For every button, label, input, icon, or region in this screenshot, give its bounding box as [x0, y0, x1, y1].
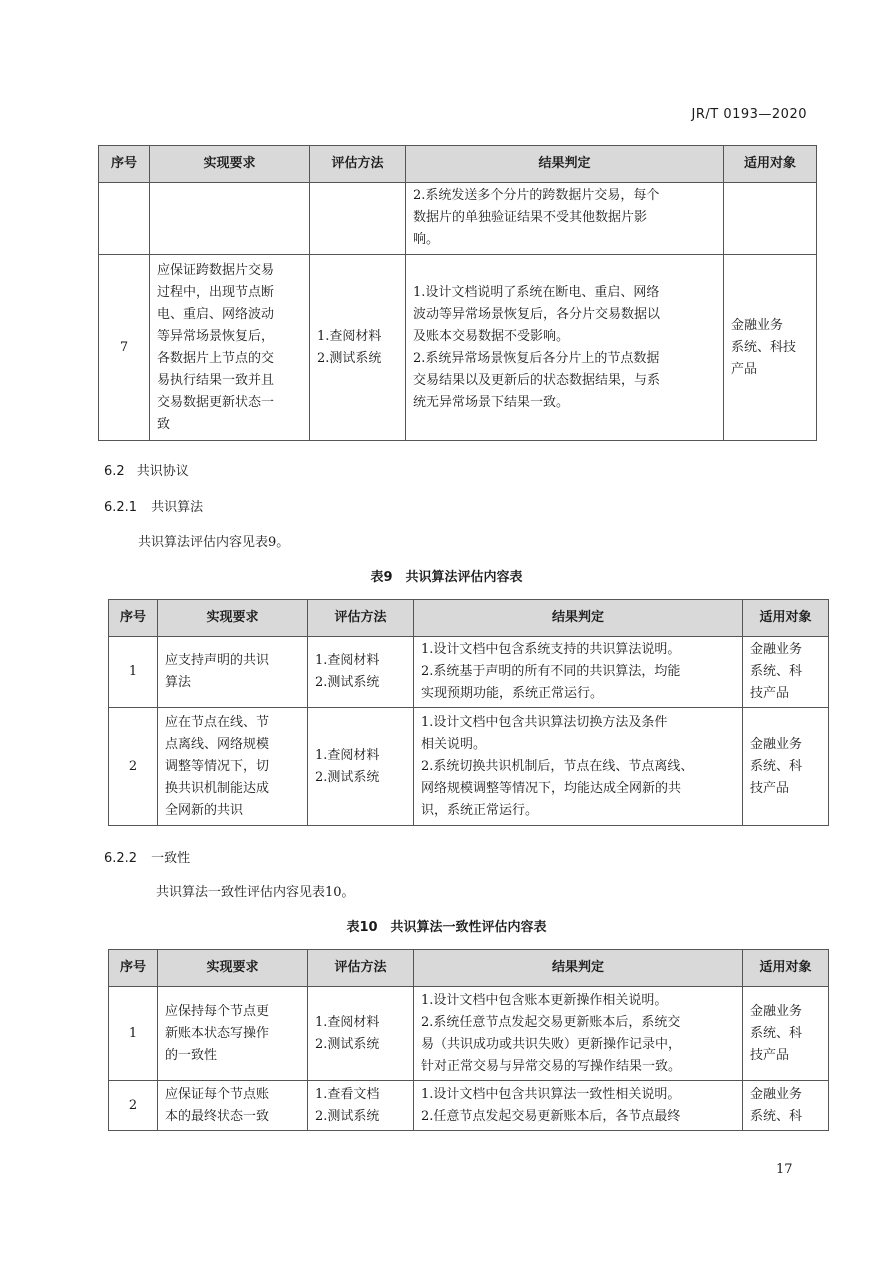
text-line: 1.设计文档中包含系统支持的共识算法说明。: [421, 642, 681, 657]
text-line: 应保证跨数据片交易: [157, 262, 275, 278]
section-number: 6.2.1: [104, 500, 138, 515]
col-header-target: 适用对象: [743, 950, 829, 987]
cell-no: [99, 183, 150, 255]
text-line: 技产品: [750, 686, 790, 701]
col-header-method: 评估方法: [308, 950, 414, 987]
col-header-result: 结果判定: [414, 950, 743, 987]
page-number: 17: [776, 1162, 793, 1177]
text-line: 应保证每个节点账: [165, 1086, 270, 1102]
col-header-no: 序号: [99, 146, 150, 183]
cell-result: [414, 987, 743, 1081]
text-line: 金融业务: [731, 317, 784, 333]
text-line: 1.查看文档: [315, 1086, 380, 1102]
col-header-requirement: 实现要求: [158, 600, 308, 637]
text-line: 点离线、网络规模: [165, 736, 270, 752]
text-line: 1.设计文档中包含账本更新操作相关说明。: [421, 992, 668, 1008]
cell-requirement: [158, 637, 308, 708]
table-row: [109, 1081, 829, 1131]
col-header-no: 序号: [109, 600, 158, 637]
cell-target: [743, 1081, 829, 1131]
text-line: 应在节点在线、节: [165, 714, 270, 730]
text-line: 应保持每个节点更: [165, 1003, 270, 1019]
section-number: 6.2.2: [104, 851, 138, 866]
cell-requirement: [158, 1081, 308, 1131]
text-line: 系统、科技: [731, 339, 797, 355]
text-line: 金融业务: [750, 1086, 803, 1102]
table-caption: 表9 共识算法评估内容表: [370, 570, 523, 585]
text-line: 2.测试系统: [317, 350, 382, 366]
cell-result: [414, 637, 743, 708]
cell-target: [724, 255, 817, 441]
table-9: [108, 599, 829, 826]
text-line: 统无异常场景下结果一致。: [413, 394, 570, 410]
text-line: 致: [157, 416, 171, 432]
text-line: 2.测试系统: [315, 675, 380, 690]
text-line: 金融业务: [750, 642, 803, 657]
text-line: 1.查阅材料: [315, 747, 380, 763]
text-line: 1.设计文档中包含共识算法一致性相关说明。: [421, 1086, 681, 1102]
document-id: JR/T 0193—2020: [691, 107, 807, 122]
text-line: 2.系统基于声明的所有不同的共识算法，均能: [421, 664, 681, 679]
text-line: 应支持声明的共识: [165, 653, 270, 668]
text-line: 系统、科: [750, 1025, 803, 1041]
table-10: [108, 949, 829, 1131]
col-header-result: 结果判定: [414, 600, 743, 637]
text-line: 易（共识成功或共识失败）更新操作记录中，: [421, 1036, 682, 1052]
cell-result: [414, 708, 743, 826]
cell-result: [406, 183, 724, 255]
section-heading-6-2-2: [104, 847, 190, 866]
cell-no: 1: [109, 637, 158, 708]
cell-no: 7: [99, 255, 150, 441]
text-line: 1.设计文档说明了系统在断电、重启、网络: [413, 284, 660, 300]
col-header-method: 评估方法: [308, 600, 414, 637]
table-row: [99, 255, 817, 441]
table-caption: 表10 共识算法一致性评估内容表: [346, 920, 547, 935]
text-line: 系统、科: [750, 1108, 803, 1124]
cell-no: 2: [109, 1081, 158, 1131]
section-title: 共识算法: [151, 500, 204, 515]
text-line: 各数据片上节点的交: [157, 350, 275, 366]
cell-method: [310, 255, 406, 441]
cell-target: [743, 987, 829, 1081]
table-row: [109, 708, 829, 826]
text-line: 交易结果以及更新后的状态数据结果，与系: [413, 372, 661, 388]
text-line: 调整等情况下，切: [165, 758, 270, 774]
text-line: 1.查阅材料: [317, 328, 382, 344]
text-line: 系统、科: [750, 758, 803, 774]
col-header-target: 适用对象: [724, 146, 817, 183]
text-line: 2.系统任意节点发起交易更新账本后，系统交: [421, 1014, 681, 1030]
section-title: 共识协议: [136, 464, 189, 479]
section-title: 一致性: [151, 851, 191, 866]
text-line: 等异常场景恢复后，: [157, 328, 275, 344]
cell-method: [308, 637, 414, 708]
text-line: 金融业务: [750, 736, 803, 752]
text-line: 数据片的单独验证结果不受其他数据片影: [413, 210, 648, 225]
text-line: 响。: [413, 232, 440, 247]
text-line: 波动等异常场景恢复后，各分片交易数据以: [413, 306, 661, 322]
table-header-row: [109, 950, 829, 987]
cell-method: [308, 1081, 414, 1131]
text-line: 的一致性: [165, 1047, 218, 1063]
cell-target: [743, 637, 829, 708]
cell-result: [414, 1081, 743, 1131]
cell-requirement: [150, 183, 310, 255]
col-header-requirement: 实现要求: [158, 950, 308, 987]
text-line: 2.测试系统: [315, 1036, 380, 1052]
col-header-no: 序号: [109, 950, 158, 987]
table-row: [99, 183, 817, 255]
col-header-result: 结果判定: [406, 146, 724, 183]
text-line: 易执行结果一致并且: [157, 372, 275, 388]
cell-no: 2: [109, 708, 158, 826]
cell-requirement: [150, 255, 310, 441]
text-line: 相关说明。: [421, 736, 487, 752]
col-header-requirement: 实现要求: [150, 146, 310, 183]
text-line: 2.系统切换共识机制后，节点在线、节点离线、: [421, 758, 694, 774]
table-header-row: [99, 146, 817, 183]
text-line: 2.系统异常场景恢复后各分片上的节点数据: [413, 350, 660, 366]
cell-target: [724, 183, 817, 255]
text-line: 过程中，出现节点断: [157, 284, 275, 300]
cell-no: 1: [109, 987, 158, 1081]
paragraph: 共识算法一致性评估内容见表10。: [156, 885, 355, 900]
text-line: 2.任意节点发起交易更新账本后，各节点最终: [421, 1108, 681, 1124]
text-line: 系统、科: [750, 664, 803, 679]
text-line: 金融业务: [750, 1003, 803, 1019]
text-line: 换共识机制能达成: [165, 780, 270, 796]
text-line: 及账本交易数据不受影响。: [413, 328, 570, 344]
text-line: 产品: [731, 361, 758, 377]
text-line: 2.测试系统: [315, 1108, 380, 1124]
text-line: 1.设计文档中包含共识算法切换方法及条件: [421, 714, 668, 730]
section-heading-6-2-1: [104, 496, 203, 515]
text-line: 2.系统发送多个分片的跨数据片交易，每个: [413, 188, 660, 203]
text-line: 实现预期功能，系统正常运行。: [421, 686, 604, 701]
col-header-target: 适用对象: [743, 600, 829, 637]
cell-target: [743, 708, 829, 826]
col-header-method: 评估方法: [310, 146, 406, 183]
paragraph: 共识算法评估内容见表9。: [138, 535, 290, 550]
text-line: 1.查阅材料: [315, 653, 380, 668]
text-line: 新账本状态写操作: [165, 1025, 270, 1041]
text-line: 针对正常交易与异常交易的写操作结果一致。: [421, 1058, 682, 1074]
text-line: 技产品: [750, 780, 790, 796]
cell-method: [310, 183, 406, 255]
cell-result: [406, 255, 724, 441]
text-line: 算法: [165, 675, 192, 690]
text-line: 识，系统正常运行。: [421, 802, 539, 818]
table-header-row: [109, 600, 829, 637]
text-line: 技产品: [750, 1047, 790, 1063]
table-continued: [98, 145, 817, 441]
text-line: 电、重启、网络波动: [157, 306, 275, 322]
cell-method: [308, 987, 414, 1081]
text-line: 2.测试系统: [315, 769, 380, 785]
section-number: 6.2: [104, 464, 125, 479]
text-line: 本的最终状态一致: [165, 1108, 270, 1124]
cell-requirement: [158, 987, 308, 1081]
text-line: 全网新的共识: [165, 802, 244, 818]
table-row: [109, 637, 829, 708]
cell-requirement: [158, 708, 308, 826]
text-line: 1.查阅材料: [315, 1014, 380, 1030]
cell-method: [308, 708, 414, 826]
text-line: 交易数据更新状态一: [157, 394, 275, 410]
section-heading-6-2: [104, 460, 189, 479]
table-row: [109, 987, 829, 1081]
text-line: 网络规模调整等情况下，均能达成全网新的共: [421, 780, 682, 796]
